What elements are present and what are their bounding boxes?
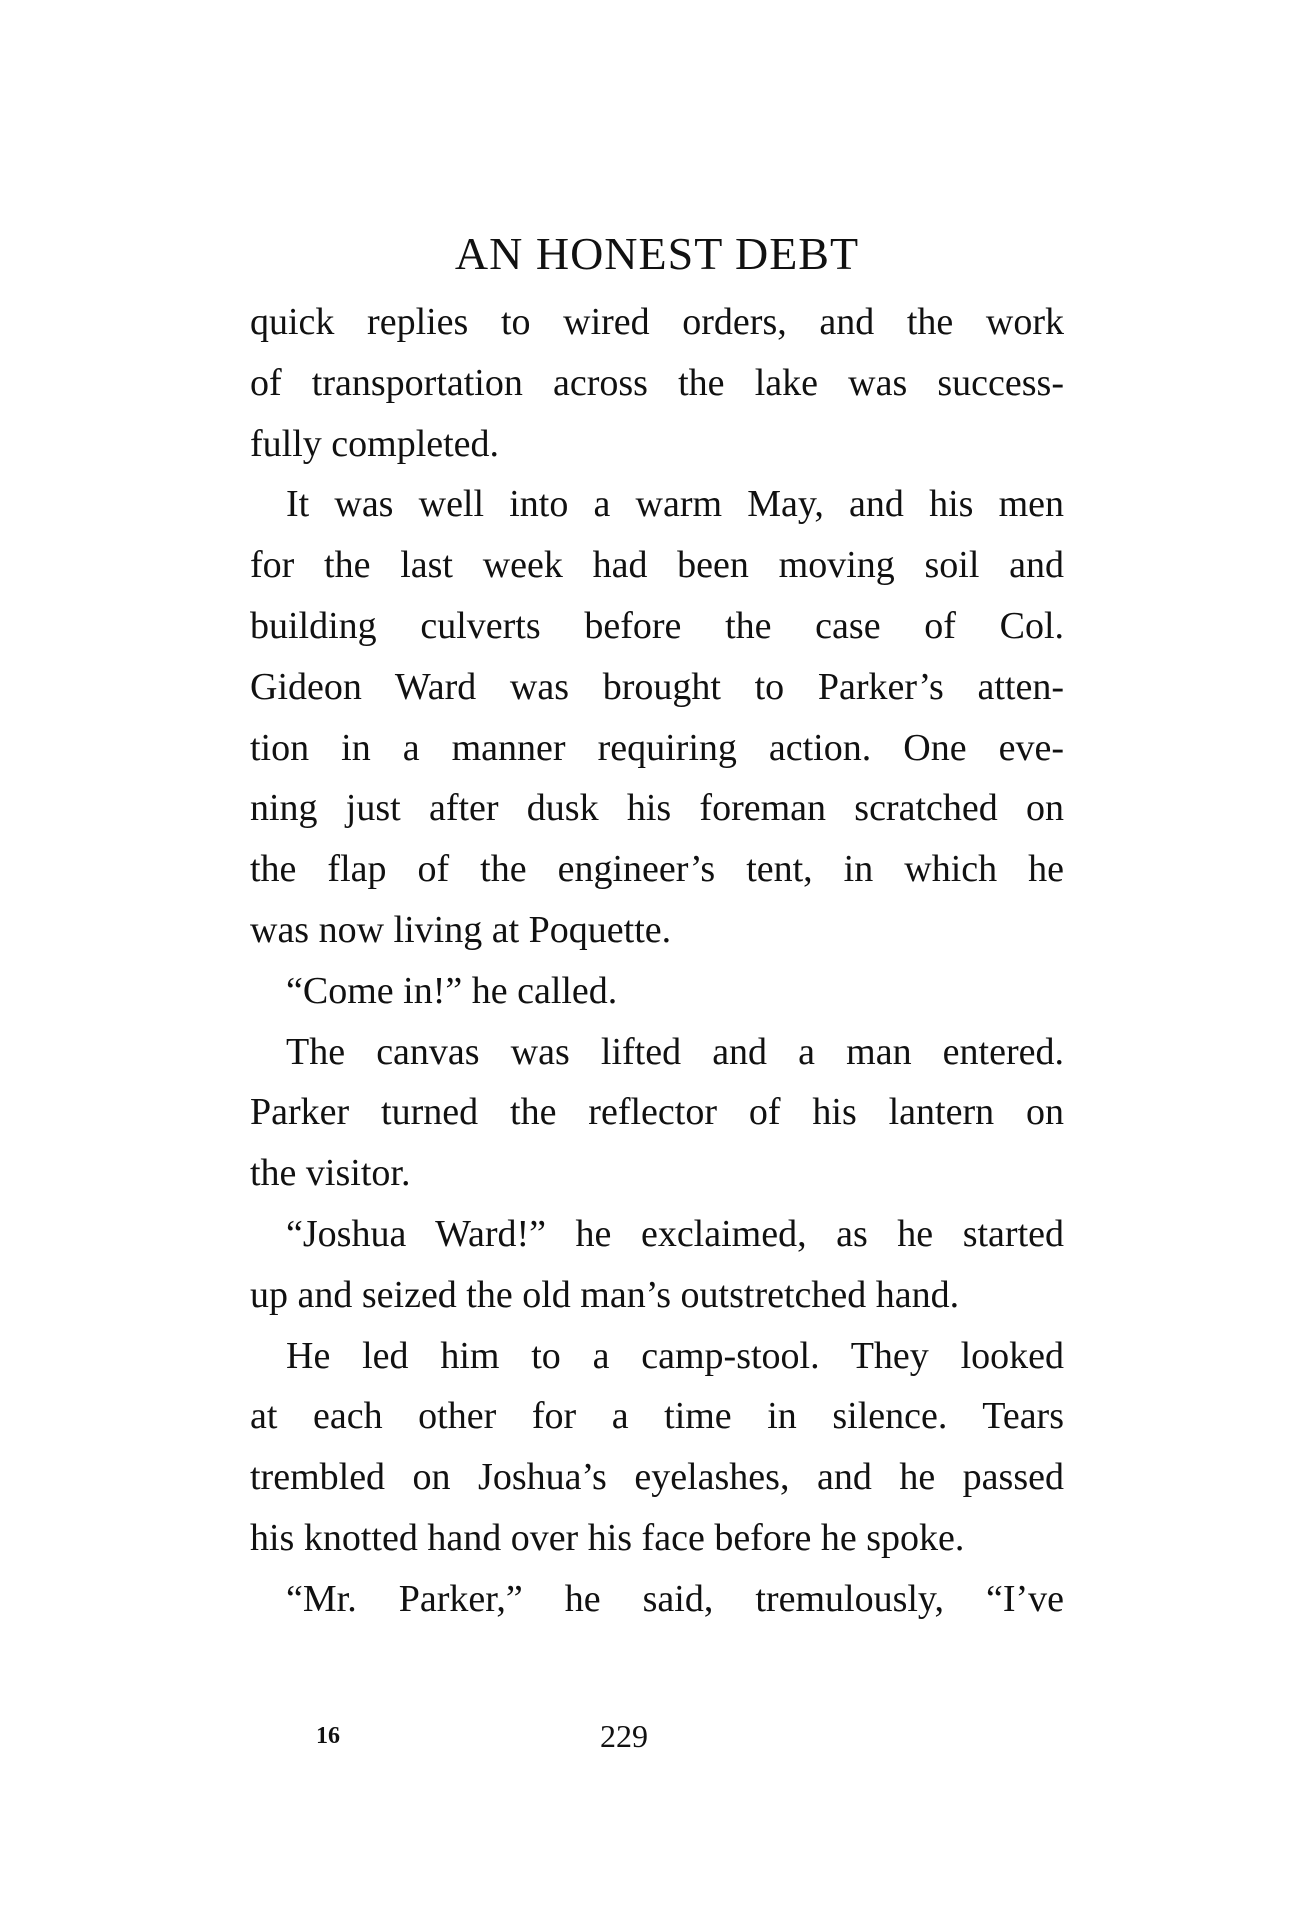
- text-line: building culverts before the case of Col.: [250, 604, 1064, 647]
- text-line: for the last week had been moving soil and: [250, 544, 1064, 587]
- text-line: at each other for a time in silence. Tears: [250, 1395, 1064, 1438]
- signature-mark: 16: [316, 1723, 340, 1749]
- text-line: trembled on Joshua’s eyelashes, and he passed: [250, 1456, 1064, 1499]
- text-line: tion in a manner requiring action. One eve-: [250, 726, 1064, 769]
- text-line: the flap of the engineer’s tent, in which he: [250, 848, 1064, 891]
- text-line: fully completed.: [250, 422, 500, 465]
- page-number: 229: [600, 1718, 648, 1754]
- text-line: the visitor.: [250, 1152, 411, 1195]
- text-line: was now living at Poquette.: [250, 908, 672, 951]
- text-line: of transportation across the lake was success-: [250, 361, 1064, 404]
- text-line: “Mr. Parker,” he said, tremulously, “I’ve: [286, 1577, 1064, 1620]
- text-line: Parker turned the reflector of his lantern on: [250, 1091, 1064, 1134]
- body-text: [250, 292, 1064, 1630]
- text-line: up and seized the old man’s outstretched hand.: [250, 1273, 960, 1316]
- text-line: ning just after dusk his foreman scratched on: [250, 787, 1064, 830]
- text-line: The canvas was lifted and a man entered.: [286, 1030, 1064, 1073]
- text-line: quick replies to wired orders, and the work: [250, 301, 1064, 343]
- text-line: It was well into a warm May, and his men: [286, 483, 1064, 526]
- text-line: his knotted hand over his face before he spoke.: [250, 1516, 965, 1559]
- running-title: AN HONEST DEBT: [454, 228, 860, 279]
- text-line: He led him to a camp-stool. They looked: [286, 1334, 1064, 1377]
- text-line: “Come in!” he called.: [286, 969, 618, 1012]
- text-line: “Joshua Ward!” he exclaimed, as he started: [286, 1212, 1064, 1255]
- text-line: Gideon Ward was brought to Parker’s atten-: [250, 665, 1064, 708]
